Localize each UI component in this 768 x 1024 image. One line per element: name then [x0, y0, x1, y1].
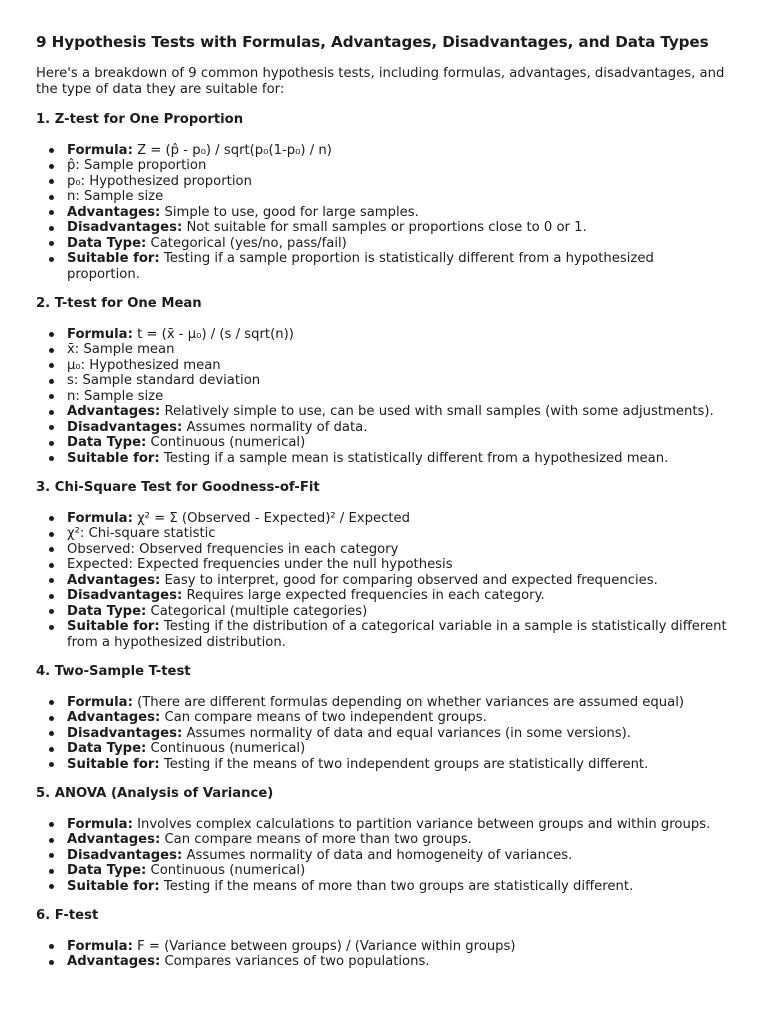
bullet-list — [36, 143, 732, 283]
bullet-icon — [49, 179, 54, 184]
bullet-icon — [49, 960, 54, 965]
list-item — [36, 342, 727, 358]
item-text: Z = (p̂ - p₀) / sqrt(p₀(1-p₀) / n) — [132, 142, 332, 158]
item-label: Formula: — [67, 694, 133, 710]
item-text: Not suitable for small samples or proportions close to 0 or 1. — [182, 220, 587, 235]
section-heading: 1. Z-test for One Proportion — [36, 112, 244, 127]
item-text: Testing if a sample mean is statistically different from a hypothesized mean. — [159, 450, 669, 466]
item-label: Advantages: — [67, 954, 161, 969]
item-label: Advantages: — [67, 572, 161, 588]
item-text: Continuous (numerical) — [146, 435, 306, 450]
item-text: n: Sample size — [67, 189, 164, 204]
bullet-icon — [49, 164, 54, 169]
item-text: F = (Variance between groups) / (Variance within groups) — [132, 938, 516, 954]
item-label: Formula: — [67, 510, 133, 526]
section — [36, 480, 732, 650]
bullet-icon — [49, 609, 54, 614]
list-item — [36, 435, 727, 451]
item-text: Assumes normality of data and homogeneity of variances. — [182, 847, 573, 863]
bullet-icon — [49, 394, 54, 399]
list-item — [36, 557, 727, 573]
list-item — [36, 251, 727, 282]
item-label: Formula: — [67, 142, 133, 158]
bullet-icon — [49, 547, 54, 552]
bullet-icon — [49, 731, 54, 736]
item-text: t = (x̄ - μ₀) / (s / sqrt(n)) — [132, 326, 294, 342]
item-label: Advantages: — [67, 404, 161, 419]
item-label: Data Type: — [67, 435, 147, 450]
bullet-icon — [49, 716, 54, 721]
bullet-icon — [49, 532, 54, 537]
list-item — [36, 542, 727, 558]
item-label: Formula: — [67, 326, 133, 342]
item-label: Data Type: — [67, 603, 147, 619]
bullet-icon — [49, 379, 54, 384]
item-label: Advantages: — [67, 710, 161, 725]
bullet-icon — [49, 410, 54, 415]
item-text: Can compare means of two independent groups. — [160, 710, 487, 725]
item-text: Testing if the means of more than two groups are statistically different. — [159, 878, 634, 894]
list-item — [36, 358, 727, 374]
list-item — [36, 863, 727, 879]
item-label: Disadvantages: — [67, 220, 183, 235]
item-text: Continuous (numerical) — [146, 741, 306, 756]
item-label: Advantages: — [67, 832, 161, 847]
section — [36, 296, 732, 466]
bullet-icon — [49, 456, 54, 461]
item-text: s: Sample standard deviation — [67, 373, 261, 388]
bullet-icon — [49, 869, 54, 874]
item-text: Compares variances of two populations. — [160, 954, 430, 969]
list-item — [36, 879, 727, 895]
bullet-icon — [49, 210, 54, 215]
item-label: Data Type: — [67, 235, 147, 251]
bullet-icon — [49, 563, 54, 568]
item-text: μ₀: Hypothesized mean — [67, 357, 221, 373]
list-item — [36, 174, 727, 190]
item-label: Formula: — [67, 938, 133, 954]
intro-paragraph: Here's a breakdown of 9 common hypothesis tests, including formulas, advantages, disadvantages, and the type of data they are suitable for: — [36, 66, 725, 97]
bullet-icon — [49, 747, 54, 752]
bullet-icon — [49, 148, 54, 153]
list-item — [36, 389, 727, 405]
list-item — [36, 604, 727, 620]
item-label: Disadvantages: — [67, 847, 183, 863]
item-text: Continuous (numerical) — [146, 863, 306, 878]
list-item — [36, 220, 727, 236]
bullet-list — [36, 327, 732, 467]
list-item — [36, 954, 727, 970]
bullet-list — [36, 695, 732, 773]
item-label: Suitable for: — [67, 251, 160, 266]
sections-container — [36, 112, 732, 970]
bullet-icon — [49, 838, 54, 843]
section-heading: 2. T-test for One Mean — [36, 296, 202, 311]
section — [36, 112, 732, 282]
item-text: Relatively simple to use, can be used with small samples (with some adjustments). — [160, 404, 714, 419]
bullet-icon — [49, 226, 54, 231]
bullet-icon — [49, 257, 54, 262]
bullet-icon — [49, 822, 54, 827]
item-text: Can compare means of more than two groups. — [160, 832, 472, 847]
bullet-icon — [49, 762, 54, 767]
bullet-icon — [49, 594, 54, 599]
list-item — [36, 695, 727, 711]
item-text: Observed: Observed frequencies in each category — [67, 541, 399, 557]
bullet-icon — [49, 578, 54, 583]
item-text: x̄: Sample mean — [67, 342, 175, 357]
list-item — [36, 373, 727, 389]
item-text: Involves complex calculations to partition variance between groups and within groups. — [132, 816, 711, 832]
list-item — [36, 526, 727, 542]
section — [36, 786, 732, 894]
item-text: Categorical (multiple categories) — [146, 603, 368, 619]
item-text: Simple to use, good for large samples. — [160, 204, 419, 220]
item-text: Easy to interpret, good for comparing observed and expected frequencies. — [160, 572, 658, 588]
document-title: 9 Hypothesis Tests with Formulas, Advantages, Disadvantages, and Data Types — [36, 33, 709, 51]
list-item — [36, 511, 727, 527]
bullet-icon — [49, 425, 54, 430]
bullet-icon — [49, 516, 54, 521]
list-item — [36, 420, 727, 436]
item-label: Suitable for: — [67, 619, 160, 634]
list-item — [36, 832, 727, 848]
item-label: Suitable for: — [67, 450, 160, 466]
section-heading: 6. F-test — [36, 908, 99, 923]
list-item — [36, 939, 727, 955]
item-text: Requires large expected frequencies in each category. — [182, 588, 545, 603]
item-label: Disadvantages: — [67, 588, 183, 603]
item-text: Testing if the distribution of a categorical variable in a sample is statistically different from a hypothesized distribution. — [67, 619, 727, 650]
item-label: Disadvantages: — [67, 725, 183, 741]
bullet-list — [36, 511, 732, 651]
item-text: Testing if a sample proportion is statistically different from a hypothesized proportion. — [67, 251, 654, 282]
bullet-icon — [49, 441, 54, 446]
item-text: Expected: Expected frequencies under the null hypothesis — [67, 557, 453, 572]
item-label: Suitable for: — [67, 756, 160, 772]
item-text: Assumes normality of data. — [182, 419, 368, 435]
bullet-icon — [49, 944, 54, 949]
section — [36, 664, 732, 772]
list-item — [36, 741, 727, 757]
list-item — [36, 619, 727, 650]
bullet-icon — [49, 700, 54, 705]
item-label: Data Type: — [67, 863, 147, 878]
list-item — [36, 158, 727, 174]
list-item — [36, 404, 727, 420]
section-heading: 3. Chi-Square Test for Goodness-of-Fit — [36, 480, 320, 495]
item-text: Testing if the means of two independent groups are statistically different. — [159, 756, 649, 772]
list-item — [36, 189, 727, 205]
item-label: Advantages: — [67, 204, 161, 220]
bullet-icon — [49, 195, 54, 200]
item-text: p₀: Hypothesized proportion — [67, 173, 252, 189]
list-item — [36, 757, 727, 773]
item-text: χ² = Σ (Observed - Expected)² / Expected — [132, 510, 410, 526]
item-text: (There are different formulas depending on whether variances are assumed equal) — [132, 694, 685, 710]
list-item — [36, 588, 727, 604]
item-label: Data Type: — [67, 741, 147, 756]
bullet-icon — [49, 241, 54, 246]
list-item — [36, 848, 727, 864]
bullet-icon — [49, 625, 54, 630]
bullet-list — [36, 817, 732, 895]
item-label: Suitable for: — [67, 878, 160, 894]
bullet-icon — [49, 332, 54, 337]
item-label: Formula: — [67, 816, 133, 832]
item-text: n: Sample size — [67, 388, 164, 404]
list-item — [36, 143, 727, 159]
section-heading: 4. Two-Sample T-test — [36, 664, 191, 679]
item-text: Assumes normality of data and equal variances (in some versions). — [182, 725, 631, 741]
list-item — [36, 451, 727, 467]
item-text: p̂: Sample proportion — [67, 158, 207, 173]
bullet-icon — [49, 853, 54, 858]
list-item — [36, 710, 727, 726]
list-item — [36, 817, 727, 833]
section-heading: 5. ANOVA (Analysis of Variance) — [36, 786, 274, 801]
list-item — [36, 573, 727, 589]
item-text: χ²: Chi-square statistic — [67, 526, 216, 541]
list-item — [36, 205, 727, 221]
section — [36, 908, 732, 970]
list-item — [36, 236, 727, 252]
list-item — [36, 726, 727, 742]
bullet-list — [36, 939, 732, 970]
bullet-icon — [49, 884, 54, 889]
bullet-icon — [49, 363, 54, 368]
list-item — [36, 327, 727, 343]
item-label: Disadvantages: — [67, 419, 183, 435]
bullet-icon — [49, 348, 54, 353]
item-text: Categorical (yes/no, pass/fail) — [146, 235, 347, 251]
